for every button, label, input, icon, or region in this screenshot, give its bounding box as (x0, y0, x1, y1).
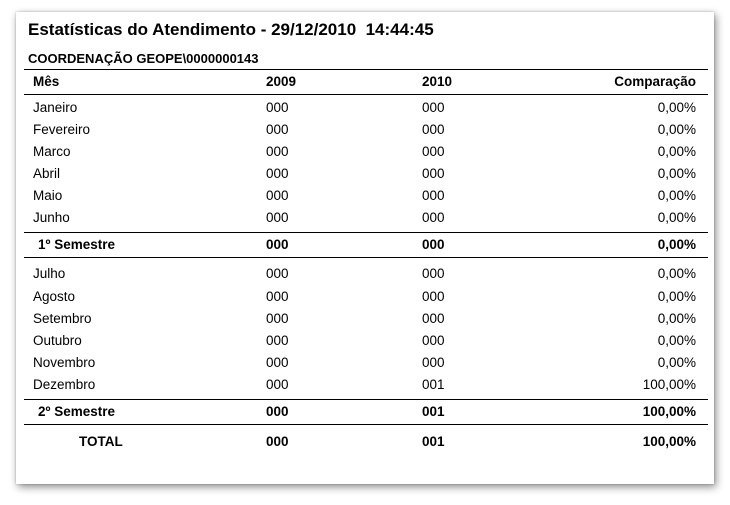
comparison-cell: 0,00% (657, 289, 696, 304)
value-2010-cell: 000 (422, 166, 445, 181)
value-2010-cell: 000 (422, 289, 445, 304)
value-2009-cell: 000 (266, 404, 289, 419)
comparison-cell: 0,00% (657, 266, 696, 281)
table-row (16, 188, 714, 208)
comparison-cell: 0,00% (657, 166, 696, 181)
semester1-bottom-rule (24, 257, 708, 258)
comparison-cell: 0,00% (657, 210, 696, 225)
month-cell: Junho (33, 210, 70, 225)
column-header-2010: 2010 (422, 74, 453, 89)
table-row (16, 333, 714, 353)
report-subtitle: COORDENAÇÃO GEOPE\0000000143 (28, 51, 259, 66)
comparison-cell: 0,00% (657, 237, 696, 252)
comparison-cell: 0,00% (657, 355, 696, 370)
value-2009-cell: 000 (266, 266, 289, 281)
value-2009-cell: 000 (266, 434, 289, 449)
value-2009-cell: 000 (266, 166, 289, 181)
month-cell: Maio (33, 188, 63, 203)
header-bottom-rule (24, 94, 708, 95)
table-header (16, 74, 714, 94)
value-2010-cell: 000 (422, 122, 445, 137)
comparison-cell: 0,00% (657, 100, 696, 115)
table-row (16, 266, 714, 286)
comparison-cell: 0,00% (657, 122, 696, 137)
semester2-top-rule (24, 399, 708, 400)
month-cell: Agosto (33, 289, 76, 304)
table-row (16, 144, 714, 164)
month-cell: Novembro (33, 355, 96, 370)
table-row (16, 210, 714, 230)
total-label: TOTAL (79, 434, 123, 449)
comparison-cell: 100,00% (642, 377, 696, 392)
summary-label: 2º Semestre (38, 404, 115, 419)
column-header-comparison: Comparação (614, 74, 696, 89)
value-2009-cell: 000 (266, 122, 289, 137)
value-2010-cell: 000 (422, 100, 445, 115)
column-header-month: Mês (33, 74, 60, 89)
month-cell: Abril (33, 166, 61, 181)
comparison-cell: 0,00% (657, 188, 696, 203)
value-2009-cell: 000 (266, 377, 289, 392)
value-2009-cell: 000 (266, 100, 289, 115)
value-2009-cell: 000 (266, 355, 289, 370)
month-cell: Fevereiro (33, 122, 91, 137)
total-row (16, 434, 714, 454)
semester1-summary-row (16, 237, 714, 257)
header-top-rule (24, 69, 708, 70)
month-cell: Outubro (33, 333, 82, 348)
value-2010-cell: 000 (422, 311, 445, 326)
report-page (16, 12, 714, 484)
month-cell: Setembro (33, 311, 92, 326)
value-2010-cell: 001 (422, 377, 445, 392)
report-title: Estatísticas do Atendimento - 29/12/2010 14:44:45 (28, 20, 434, 39)
month-cell: Dezembro (33, 377, 96, 392)
value-2010-cell: 000 (422, 210, 445, 225)
comparison-cell: 0,00% (657, 144, 696, 159)
value-2009-cell: 000 (266, 188, 289, 203)
month-cell: Janeiro (33, 100, 78, 115)
summary-label: 1º Semestre (38, 237, 115, 252)
comparison-cell: 0,00% (657, 311, 696, 326)
table-row (16, 166, 714, 186)
month-cell: Julho (33, 266, 66, 281)
value-2010-cell: 001 (422, 404, 445, 419)
column-header-2009: 2009 (266, 74, 297, 89)
table-row (16, 122, 714, 142)
value-2009-cell: 000 (266, 210, 289, 225)
value-2010-cell: 000 (422, 188, 445, 203)
value-2009-cell: 000 (266, 237, 289, 252)
value-2010-cell: 000 (422, 333, 445, 348)
value-2010-cell: 000 (422, 355, 445, 370)
value-2010-cell: 000 (422, 144, 445, 159)
value-2010-cell: 000 (422, 266, 445, 281)
table-row (16, 100, 714, 120)
table-row (16, 311, 714, 331)
table-row (16, 289, 714, 309)
value-2009-cell: 000 (266, 311, 289, 326)
comparison-cell: 100,00% (642, 434, 696, 449)
comparison-cell: 100,00% (642, 404, 696, 419)
value-2009-cell: 000 (266, 144, 289, 159)
value-2009-cell: 000 (266, 289, 289, 304)
semester2-summary-row (16, 404, 714, 424)
table-row (16, 355, 714, 375)
semester1-top-rule (24, 232, 708, 233)
value-2010-cell: 000 (422, 237, 445, 252)
semester2-bottom-rule (24, 424, 708, 425)
table-row (16, 377, 714, 397)
value-2010-cell: 001 (422, 434, 445, 449)
comparison-cell: 0,00% (657, 333, 696, 348)
value-2009-cell: 000 (266, 333, 289, 348)
month-cell: Marco (33, 144, 71, 159)
